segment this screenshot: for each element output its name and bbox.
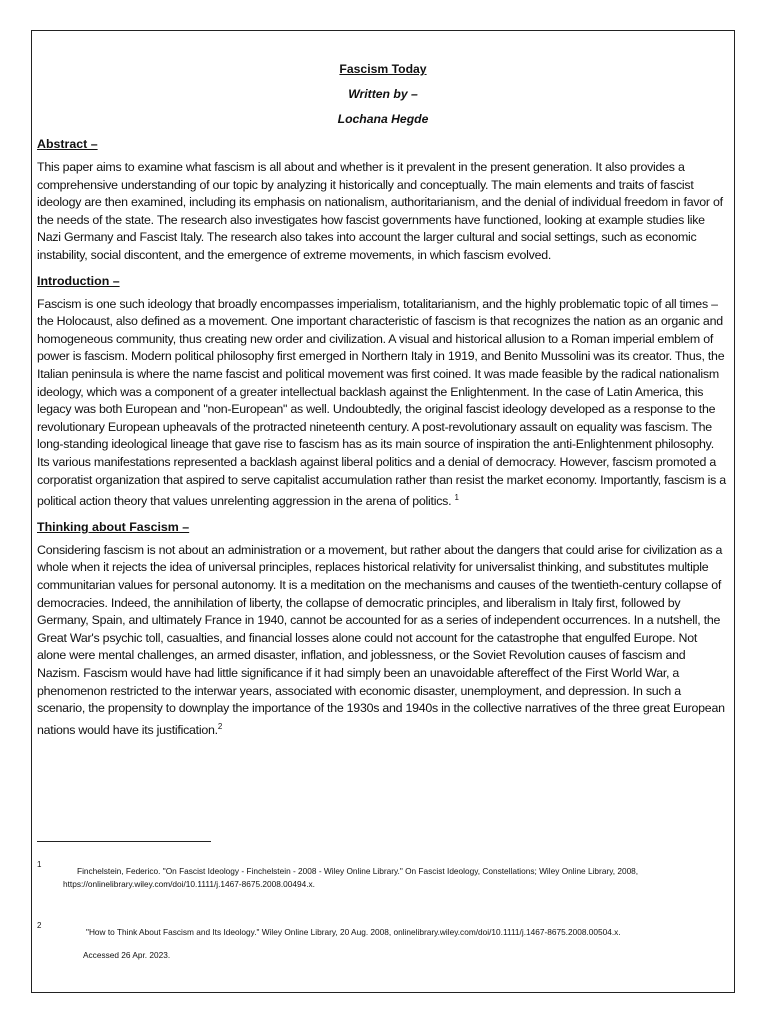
written-by-label: Written by – bbox=[348, 87, 418, 101]
footnote-1-line2[interactable]: https://onlinelibrary.wiley.com/doi/10.1111/j.1467-8675.2008.00494.x. bbox=[63, 879, 315, 889]
abstract-text: This paper aims to examine what fascism is all about and whether is it prevalent in the present generation. It also provides a comprehensive understanding of our topic by analyzing it historically and conceptually. The main elements and traits of fascist ideology are then examined, including its emphasis on nationalism, authoritarianism, and the denial of individual freedom in favor of the needs of the state. The research also investigates how fascist governments have functioned, looking at example studies like Nazi Germany and Fascist Italy. The research also takes into account the larger cultural and social settings, such as economic instability, social discontent, and the emergence of extreme movements, in which fascism evolved. bbox=[37, 160, 723, 262]
thinking-paragraph bbox=[37, 542, 729, 740]
footnote-2-line2: Accessed 26 Apr. 2023. bbox=[83, 950, 171, 960]
footnote-2-line1[interactable]: "How to Think About Fascism and Its Ideology." Wiley Online Library, 20 Aug. 2008, onlinelibrary.wiley.com/doi/10.1111/j.1467-8675.2008.00504.x. bbox=[86, 927, 621, 937]
document-title: Fascism Today bbox=[339, 62, 427, 76]
footnote-ref-2[interactable]: 2 bbox=[217, 721, 223, 731]
footnote-separator bbox=[37, 841, 211, 842]
introduction-heading: Introduction – bbox=[37, 273, 120, 288]
introduction-text: Fascism is one such ideology that broadly encompasses imperialism, totalitarianism, and the highly problematic topic of all times – the Holocaust, also defined as a movement. One important characteristic of fascism is that recognizes the nation as an organic and homogeneous community, thus creating new order and civilization. A visual and historical allusion to a Roman imperial emblem of power is fascism. Modern political philosophy first emerged in Northern Italy in 1919, and Benito Mussolini was its creator. Thus, the Italian peninsula is where the name fascist and political movement was first coined. It was made feasible by the radical nationalism ideology, which was a component of a greater intellectual backlash against the Enlightenment. In the case of Latin America, this legacy was both European and "non-European" as well. Undoubtedly, the original fascist ideology developed as a response to the revolutionary European upheavals of the protracted nineteenth century. A post-revolutionary assault on equality was fascism. The long-standing ideological lineage that gave rise to fascism has as its main source of inspiration the anti-Enlightenment philosophy. Its various manifestations represented a backlash against liberal politics and a denial of democracy. However, fascism promoted a corporatist organization that aspired to serve capitalist accumulation rather than resist the market economy. Importantly, fascism is a political action theory that values unrelenting aggression in the arena of politics. bbox=[37, 296, 726, 509]
thinking-heading: Thinking about Fascism – bbox=[37, 519, 190, 534]
footnote-1-number: 1 bbox=[37, 860, 42, 869]
footnote-ref-1[interactable]: 1 bbox=[454, 493, 459, 503]
document-body bbox=[37, 62, 729, 739]
abstract-heading: Abstract – bbox=[37, 137, 98, 151]
introduction-paragraph bbox=[37, 296, 729, 511]
abstract-paragraph bbox=[37, 159, 729, 265]
footnote-2-number: 2 bbox=[37, 921, 42, 930]
author-name: Lochana Hegde bbox=[337, 112, 429, 126]
footnote-1-line1: Finchelstein, Federico. "On Fascist Ideology - Finchelstein - 2008 - Wiley Online Library." On Fascist Ideology, Constellations; Wiley Online Library, 2008, bbox=[77, 866, 639, 876]
thinking-text: Considering fascism is not about an administration or a movement, but rather about the dangers that could arise for civilization as a whole when it rejects the idea of universal principles, replaces historical relativity for universalist thinking, and substitutes multiple communitarian values for personal autonomy. It is a meditation on the mechanisms and causes of the twentieth-century collapse of democracies. Indeed, the annihilation of liberty, the collapse of democratic principles, and liberalism in Italy first, followed by Germany, Spain, and ultimately France in 1940, cannot be accounted for as a series of independent occurrences. In a nutshell, the Great War's psychic toll, casualties, and financial losses alone could not account for the catastrophe that engulfed Europe. Not alone were mental challenges, an armed disaster, inflation, and joblessness, or the Soviet Revolution causes of fascism and Nazism. Fascism would have had little significance if it had simply been an unavoidable aftereffect of the First World War, a phenomenon restricted to the interwar years, associated with economic disaster, unemployment, and depression. In such a scenario, the propensity to downplay the importance of the 1930s and 1940s in the collective narratives of the three great European nations would have its justification. bbox=[37, 542, 725, 737]
